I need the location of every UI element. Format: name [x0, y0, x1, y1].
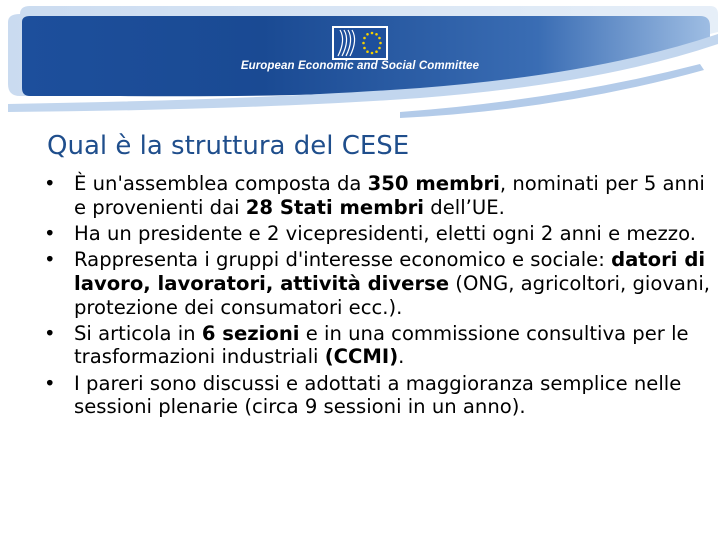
bullet-text: e in una commissione consultiva per le trasformazioni industriali	[74, 321, 689, 369]
bullet-item	[44, 247, 711, 319]
bullet-text-bold: 6 sezioni	[201, 321, 300, 345]
bullet-text: È un'assemblea composta da	[74, 172, 368, 195]
bullet-text: Rappresenta i gruppi d'interesse economico e sociale:	[74, 247, 612, 271]
bullet-dot-icon: •	[44, 221, 56, 245]
bullet-text-bold: 350 membri	[367, 172, 500, 195]
bullet-text: (ONG, agricoltori, giovani, protezione dei consumatori ecc.).	[74, 271, 711, 319]
bullet-text: Si articola in	[74, 321, 202, 345]
bullet-dot-icon: •	[44, 247, 56, 271]
bullet-list	[44, 172, 711, 421]
eesc-logo-icon	[332, 26, 388, 60]
bullet-item	[44, 321, 710, 370]
bullet-text-bold: 28 Stati membri	[245, 195, 425, 219]
bullet-text: .	[398, 345, 405, 369]
bullet-text-bold: (CCMI)	[324, 345, 399, 369]
bullet-item	[44, 371, 710, 420]
slide-title: Qual è la struttura del CESE	[47, 131, 410, 161]
bullet-text: I pareri sono discussi e adottati a maggioranza semplice nelle sessioni plenarie (circa 9 sessioni in un anno).	[74, 371, 682, 419]
bullet-text: dell’UE.	[424, 195, 505, 219]
bullet-item	[44, 221, 710, 246]
bullet-text-bold: datori di lavoro, lavoratori, attività diverse	[74, 247, 706, 295]
bullet-dot-icon: •	[44, 172, 56, 195]
organization-name: European Economic and Social Committee	[240, 60, 480, 72]
bullet-dot-icon: •	[44, 321, 56, 345]
bullet-text: Ha un presidente e 2 vicepresidenti, eletti ogni 2 anni e mezzo.	[74, 221, 696, 245]
bullet-dot-icon: •	[44, 371, 56, 395]
bullet-item	[44, 172, 710, 220]
bullet-text: , nominati per 5 anni e provenienti dai	[74, 172, 705, 219]
